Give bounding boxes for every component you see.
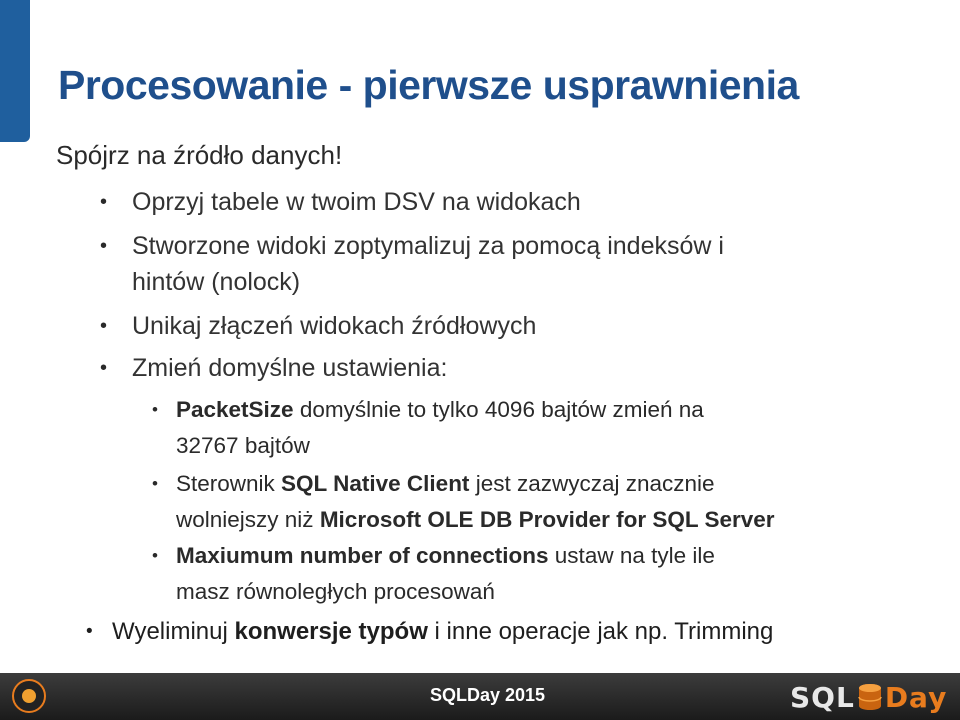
bold-term: konwersje typów <box>234 618 428 645</box>
bold-term: Maxiumum number of connections <box>176 543 549 568</box>
bullet-text: Stworzone widoki zoptymalizuj za pomocą indeksów i <box>132 232 724 260</box>
bullet-text: Unikaj złączeń widokach źródłowych <box>132 312 537 340</box>
bullet-dsv-views <box>132 184 922 220</box>
sqlday-circle-icon <box>12 679 46 713</box>
subbullet-text: ustaw na tyle ile <box>548 543 715 568</box>
subbullet-packetsize <box>176 392 896 464</box>
subbullet-text-line2: masz równoległych procesowań <box>176 579 495 604</box>
bold-term: Microsoft OLE DB Provider for SQL Server <box>319 507 775 532</box>
logo-text-sql: SQL <box>790 680 855 714</box>
bullet-eliminate-conversions <box>112 614 932 650</box>
bullet-text: Zmień domyślne ustawienia: <box>132 354 448 382</box>
database-icon <box>857 682 883 712</box>
bullet-text: i inne operacje jak np. Trimming <box>427 618 774 645</box>
bullet-text-line2: hintów (nolock) <box>132 268 301 296</box>
bold-term: SQL Native Client <box>281 471 470 496</box>
left-accent-bar <box>0 0 30 142</box>
bold-term: PacketSize <box>176 397 294 422</box>
bullet-text: Oprzyj tabele w twoim DSV na widokach <box>132 188 581 216</box>
sqlday-logo <box>790 679 947 715</box>
subbullet-text-line2: 32767 bajtów <box>176 433 310 458</box>
slide-title: Procesowanie - pierwsze usprawnienia <box>58 62 799 108</box>
footer-event-name: SQLDay 2015 <box>430 685 546 705</box>
subbullet-text: domyślnie to tylko 4096 bajtów zmień na <box>293 397 704 422</box>
bullet-text: Wyeliminuj <box>112 618 235 645</box>
subbullet-text: Sterownik <box>176 471 282 496</box>
footer-bar <box>0 673 960 720</box>
bullet-optimize-views <box>132 228 922 300</box>
subbullet-text: jest zazwyczaj znacznie <box>469 471 715 496</box>
bullet-avoid-joins <box>132 308 922 344</box>
subbullet-native-client <box>176 466 896 538</box>
bullet-change-defaults <box>132 350 922 386</box>
intro-text: Spójrz na źródło danych! <box>56 140 343 170</box>
subbullet-max-connections <box>176 538 896 610</box>
subbullet-text-line2: wolniejszy niż <box>176 507 320 532</box>
logo-text-day: Day <box>884 680 948 714</box>
